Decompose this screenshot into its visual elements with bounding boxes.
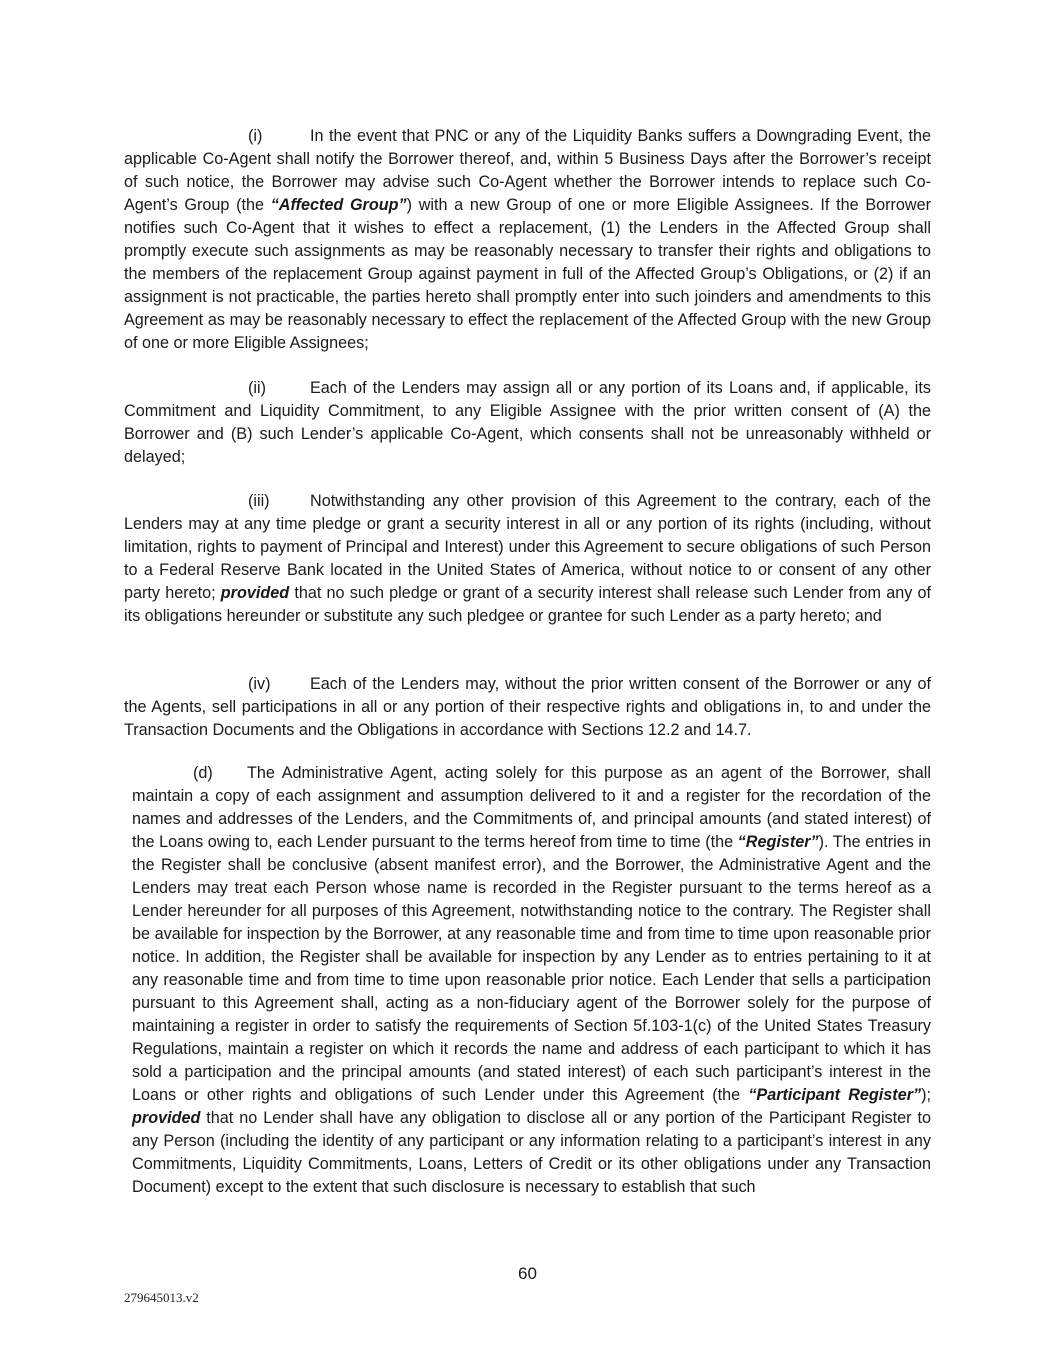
clause-text: that no Lender shall have any obligation to disclose all or any portion of the Participant Register to any Person (including the identity of any participant or any information relating to a participant’s interest in any Commitments, Liquidity Commitments, Loans, Letters of Credit or its other obligations under any Transaction Document) except to the extent that such disclosure is necessary to establish that such <box>132 1109 931 1196</box>
page-number: 60 <box>518 1264 537 1283</box>
clause-text: ). The entries in the Register shall be conclusive (absent manifest error), and the Borrower, the Administrative Agent and the Lenders may treat each Person whose name is recorded in the Register pursuant to the terms hereof as a Lender hereunder for all purposes of this Agreement, notwithstanding notice to the contrary. The Register shall be available for inspection by the Borrower, at any reasonable time and from time to time upon reasonable prior notice. In addition, the Register shall be available for inspection by any Lender as to entries pertaining to it at any reasonable time and from time to time upon reasonable prior notice. Each Lender that sells a participation pursuant to this Agreement shall, acting as a non-fiduciary agent of the Borrower solely for the purpose of maintaining a register in order to satisfy the requirements of Section 5f.103-1(c) of the United States Treasury Regulations, maintain a register on which it records the name and address of each participant to which it has sold a participation and the principal amounts (and stated interest) of each such participant’s interest in the Loans or other rights and obligations of such Lender under this Agreement (the <box>132 833 931 1104</box>
clause-text: Each of the Lenders may assign all or any portion of its Loans and, if applicable, its Commitment and Liquidity Commitment, to any Eligible Assignee with the prior written consent of (A) the Borrower and (B) such Lender’s applicable Co-Agent, which consents shall not be unreasonably withheld or delayed; <box>124 379 931 466</box>
clause-label: (i) <box>248 127 263 145</box>
clause-label: (ii) <box>248 379 266 397</box>
paragraph-iv <box>124 673 931 742</box>
clause-label: (d) <box>193 764 213 782</box>
clause-text: Each of the Lenders may, without the prior written consent of the Borrower or any of the Agents, sell participations in all or any portion of their respective rights and obligations in, to and under the Transaction Documents and the Obligations in accordance with Sections 12.2 and 14.7. <box>124 675 931 739</box>
clause-text: ); <box>921 1086 931 1104</box>
paragraph-iii <box>124 490 931 628</box>
emphasis-term: provided <box>132 1109 201 1127</box>
clause-text: The Administrative Agent, acting solely for this purpose as an agent of the Borrower, shall maintain a copy of each assignment and assumption delivered to it and a register for the recordation of the names and addresses of the Lenders, and the Commitments of, and principal amounts (and stated interest) of the Loans owing to, each Lender pursuant to the terms hereof from time to time (the <box>132 764 931 851</box>
defined-term: “Register” <box>737 833 819 851</box>
paragraph-i <box>124 125 931 355</box>
document-id: 279645013.v2 <box>124 1290 199 1305</box>
paragraph-ii <box>124 377 931 469</box>
clause-text: Notwithstanding any other provision of this Agreement to the contrary, each of the Lenders may at any time pledge or grant a security interest in all or any portion of its rights (including, without limitation, rights to payment of Principal and Interest) under this Agreement to secure obligations of such Person to a Federal Reserve Bank located in the United States of America, without notice to or consent of any other party hereto; <box>124 492 931 602</box>
defined-term: “Participant Register” <box>748 1086 922 1104</box>
clause-text: In the event that PNC or any of the Liquidity Banks suffers a Downgrading Event, the applicable Co-Agent shall notify the Borrower thereof, and, within 5 Business Days after the Borrower’s receipt of such notice, the Borrower may advise such Co-Agent whether the Borrower intends to replace such Co-Agent’s Group (the <box>124 127 931 214</box>
clause-text: that no such pledge or grant of a security interest shall release such Lender from any of its obligations hereunder or substitute any such pledgee or grantee for such Lender as a party hereto; and <box>124 584 931 625</box>
clause-text: ) with a new Group of one or more Eligible Assignees. If the Borrower notifies such Co-Agent that it wishes to effect a replacement, (1) the Lenders in the Affected Group shall promptly execute such assignments as may be reasonably necessary to transfer their rights and obligations to the members of the replacement Group against payment in full of the Affected Group’s Obligations, or (2) if an assignment is not practicable, the parties hereto shall promptly enter into such joinders and amendments to this Agreement as may be reasonably necessary to effect the replacement of the Affected Group with the new Group of one or more Eligible Assignees; <box>124 196 931 352</box>
emphasis-term: provided <box>220 584 290 602</box>
clause-label: (iv) <box>248 675 271 693</box>
defined-term: “Affected Group” <box>270 196 407 214</box>
clause-label: (iii) <box>248 492 270 510</box>
paragraph-d <box>132 762 931 1199</box>
